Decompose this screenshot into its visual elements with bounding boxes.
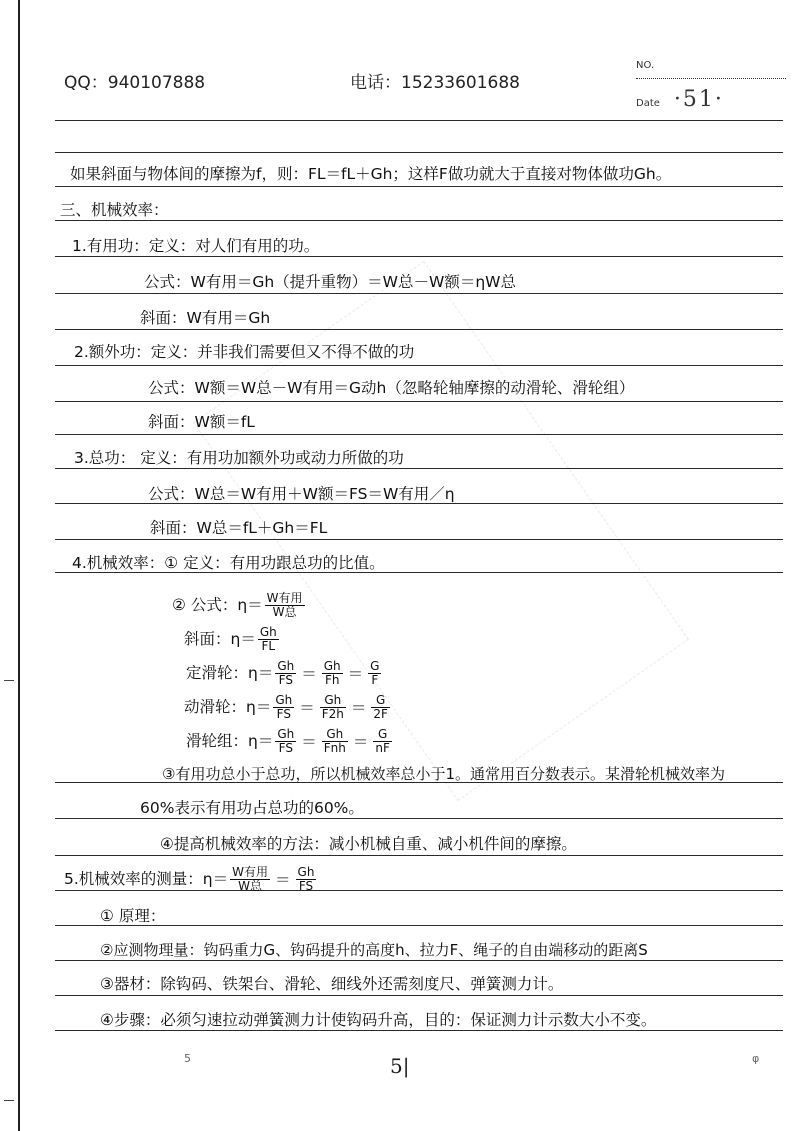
ruled-line (55, 468, 783, 469)
formula-line: 动滑轮：η＝ $\frac{Gh}{FS}$ ＝ $\frac{Gh}{F2h}$ ＝ $\frac{G}{2F}$ (184, 693, 388, 721)
fraction: $\frac{Gh}{FS}$ (297, 865, 315, 893)
phone-number: 电话：15233601688 (350, 73, 520, 93)
fraction: $\frac{Gh}{\text{Fnh}}$ (323, 727, 346, 755)
fraction: $\frac{Gh}{FS}$ (277, 727, 295, 755)
date-value: ·51· (673, 87, 724, 112)
text-line: 60%表示有用功占总功的60%。 (140, 799, 364, 817)
fraction: $\frac{Gh}{FS}$ (277, 659, 295, 687)
text-line: 1.有用功：定义：对人们有用的功。 (72, 237, 320, 255)
formula-line: 斜面：W额＝fL (148, 413, 255, 431)
ruled-line (55, 960, 783, 961)
fraction: $\frac{Gh}{F2h}$ (321, 693, 344, 721)
formula-line: 滑轮组：η＝ $\frac{Gh}{FS}$ ＝ $\frac{Gh}{\text{Fnh}}$ ＝ $\frac{G}{nF}$ (186, 727, 390, 755)
ruled-line (55, 256, 783, 257)
text-line: 如果斜面与物体间的摩擦为f，则：FL＝fL＋Gh；这样F做功就大于直接对物体做功Gh。 (70, 165, 672, 183)
fraction: $\frac{Gh}{Fh}$ (323, 659, 341, 687)
formula-label: 5.机械效率的测量：η＝ (64, 870, 229, 888)
ruled-line (55, 434, 783, 435)
footer-right-mark: φ (752, 1052, 760, 1065)
text-line: 3.总功： 定义：有用功加额外功或动力所做的功 (74, 449, 404, 467)
text-line: ③器材：除钩码、铁架台、滑轮、细线外还需刻度尺、弹簧测力计。 (100, 975, 564, 993)
no-label: NO. (636, 60, 655, 71)
fraction: $\frac{G}{F}$ (370, 659, 380, 687)
fraction: $\frac{G}{2F}$ (373, 693, 388, 721)
ruled-line (55, 539, 783, 540)
ruled-line (55, 1030, 783, 1031)
ruled-line (55, 152, 783, 153)
footer-left-mark: 5 (184, 1052, 191, 1065)
text-line: 4.机械效率：① 定义：有用功跟总功的比值。 (72, 554, 385, 572)
text-line: ③有用功总小于总功，所以机械效率总小于1。通常用百分数表示。某滑轮机械效率为 (162, 765, 725, 783)
ruled-line (55, 293, 783, 294)
ruled-line (55, 186, 783, 187)
fraction: $\frac{G}{nF}$ (375, 727, 390, 755)
formula-label: 定滑轮：η＝ (186, 664, 274, 682)
ruled-line (55, 220, 783, 221)
text-line: ① 原理： (100, 907, 166, 925)
left-binding-line (18, 0, 20, 1131)
ruled-line (55, 329, 783, 330)
section-heading: 三、机械效率： (60, 201, 169, 219)
ruled-line (55, 995, 783, 996)
date-label: Date (636, 98, 660, 109)
text-line: ④提高机械效率的方法：减小机械自重、减小机件间的摩擦。 (160, 835, 577, 853)
formula-label: 动滑轮：η＝ (184, 698, 272, 716)
ruled-line (55, 365, 783, 366)
formula-line: 公式：W有用＝Gh（提升重物）＝W总－W额＝ηW总 (144, 273, 516, 291)
formula-label: ② 公式：η＝ (172, 596, 263, 614)
no-date-box (636, 60, 786, 112)
ruled-line (55, 401, 783, 402)
formula-line (172, 592, 800, 619)
ruled-line (55, 855, 783, 856)
margin-tick (4, 1100, 14, 1101)
fraction: $\frac{Gh}{FL}$ (259, 625, 277, 653)
formula-line: 斜面：W有用＝Gh (140, 309, 271, 327)
formula-label: 滑轮组：η＝ (186, 732, 274, 750)
fraction: $\frac{\text{W有用}}{\text{W总}}$ (266, 591, 303, 619)
formula-label: 斜面：η＝ (184, 630, 256, 648)
ruled-line (55, 120, 783, 121)
margin-tick (4, 680, 14, 681)
fraction: $\frac{Gh}{FS}$ (275, 693, 293, 721)
page-number: 5| (390, 1054, 410, 1078)
formula-line: 公式：W总＝W有用＋W额＝FS＝W有用／η (148, 485, 455, 503)
formula-line: 公式：W额＝W总－W有用＝G动h（忽略轮轴摩擦的动滑轮、滑轮组） (148, 379, 635, 397)
text-line: ②应测物理量：钩码重力G、钩码提升的高度h、拉力F、绳子的自由端移动的距离S (100, 941, 648, 959)
formula-line (184, 626, 800, 653)
ruled-line (55, 818, 783, 819)
formula-line: 斜面：W总＝fL＋Gh＝FL (150, 519, 328, 537)
text-line: 2.额外功：定义：并非我们需要但又不得不做的功 (74, 343, 415, 361)
qq-number: QQ：940107888 (64, 73, 206, 93)
formula-line: 定滑轮：η＝ $\frac{Gh}{FS}$ ＝ $\frac{Gh}{Fh}$ ＝ $\frac{G}{F}$ (186, 659, 380, 687)
text-line: ④步骤：必须匀速拉动弹簧测力计使钩码升高，目的：保证测力计示数大小不变。 (100, 1011, 657, 1029)
formula-line: 5.机械效率的测量：η＝ $\frac{\text{W有用}}{\text{W总}}$ ＝ $\frac{Gh}{FS}$ (64, 865, 315, 893)
fraction: $\frac{\text{W有用}}{\text{W总}}$ (232, 865, 268, 893)
